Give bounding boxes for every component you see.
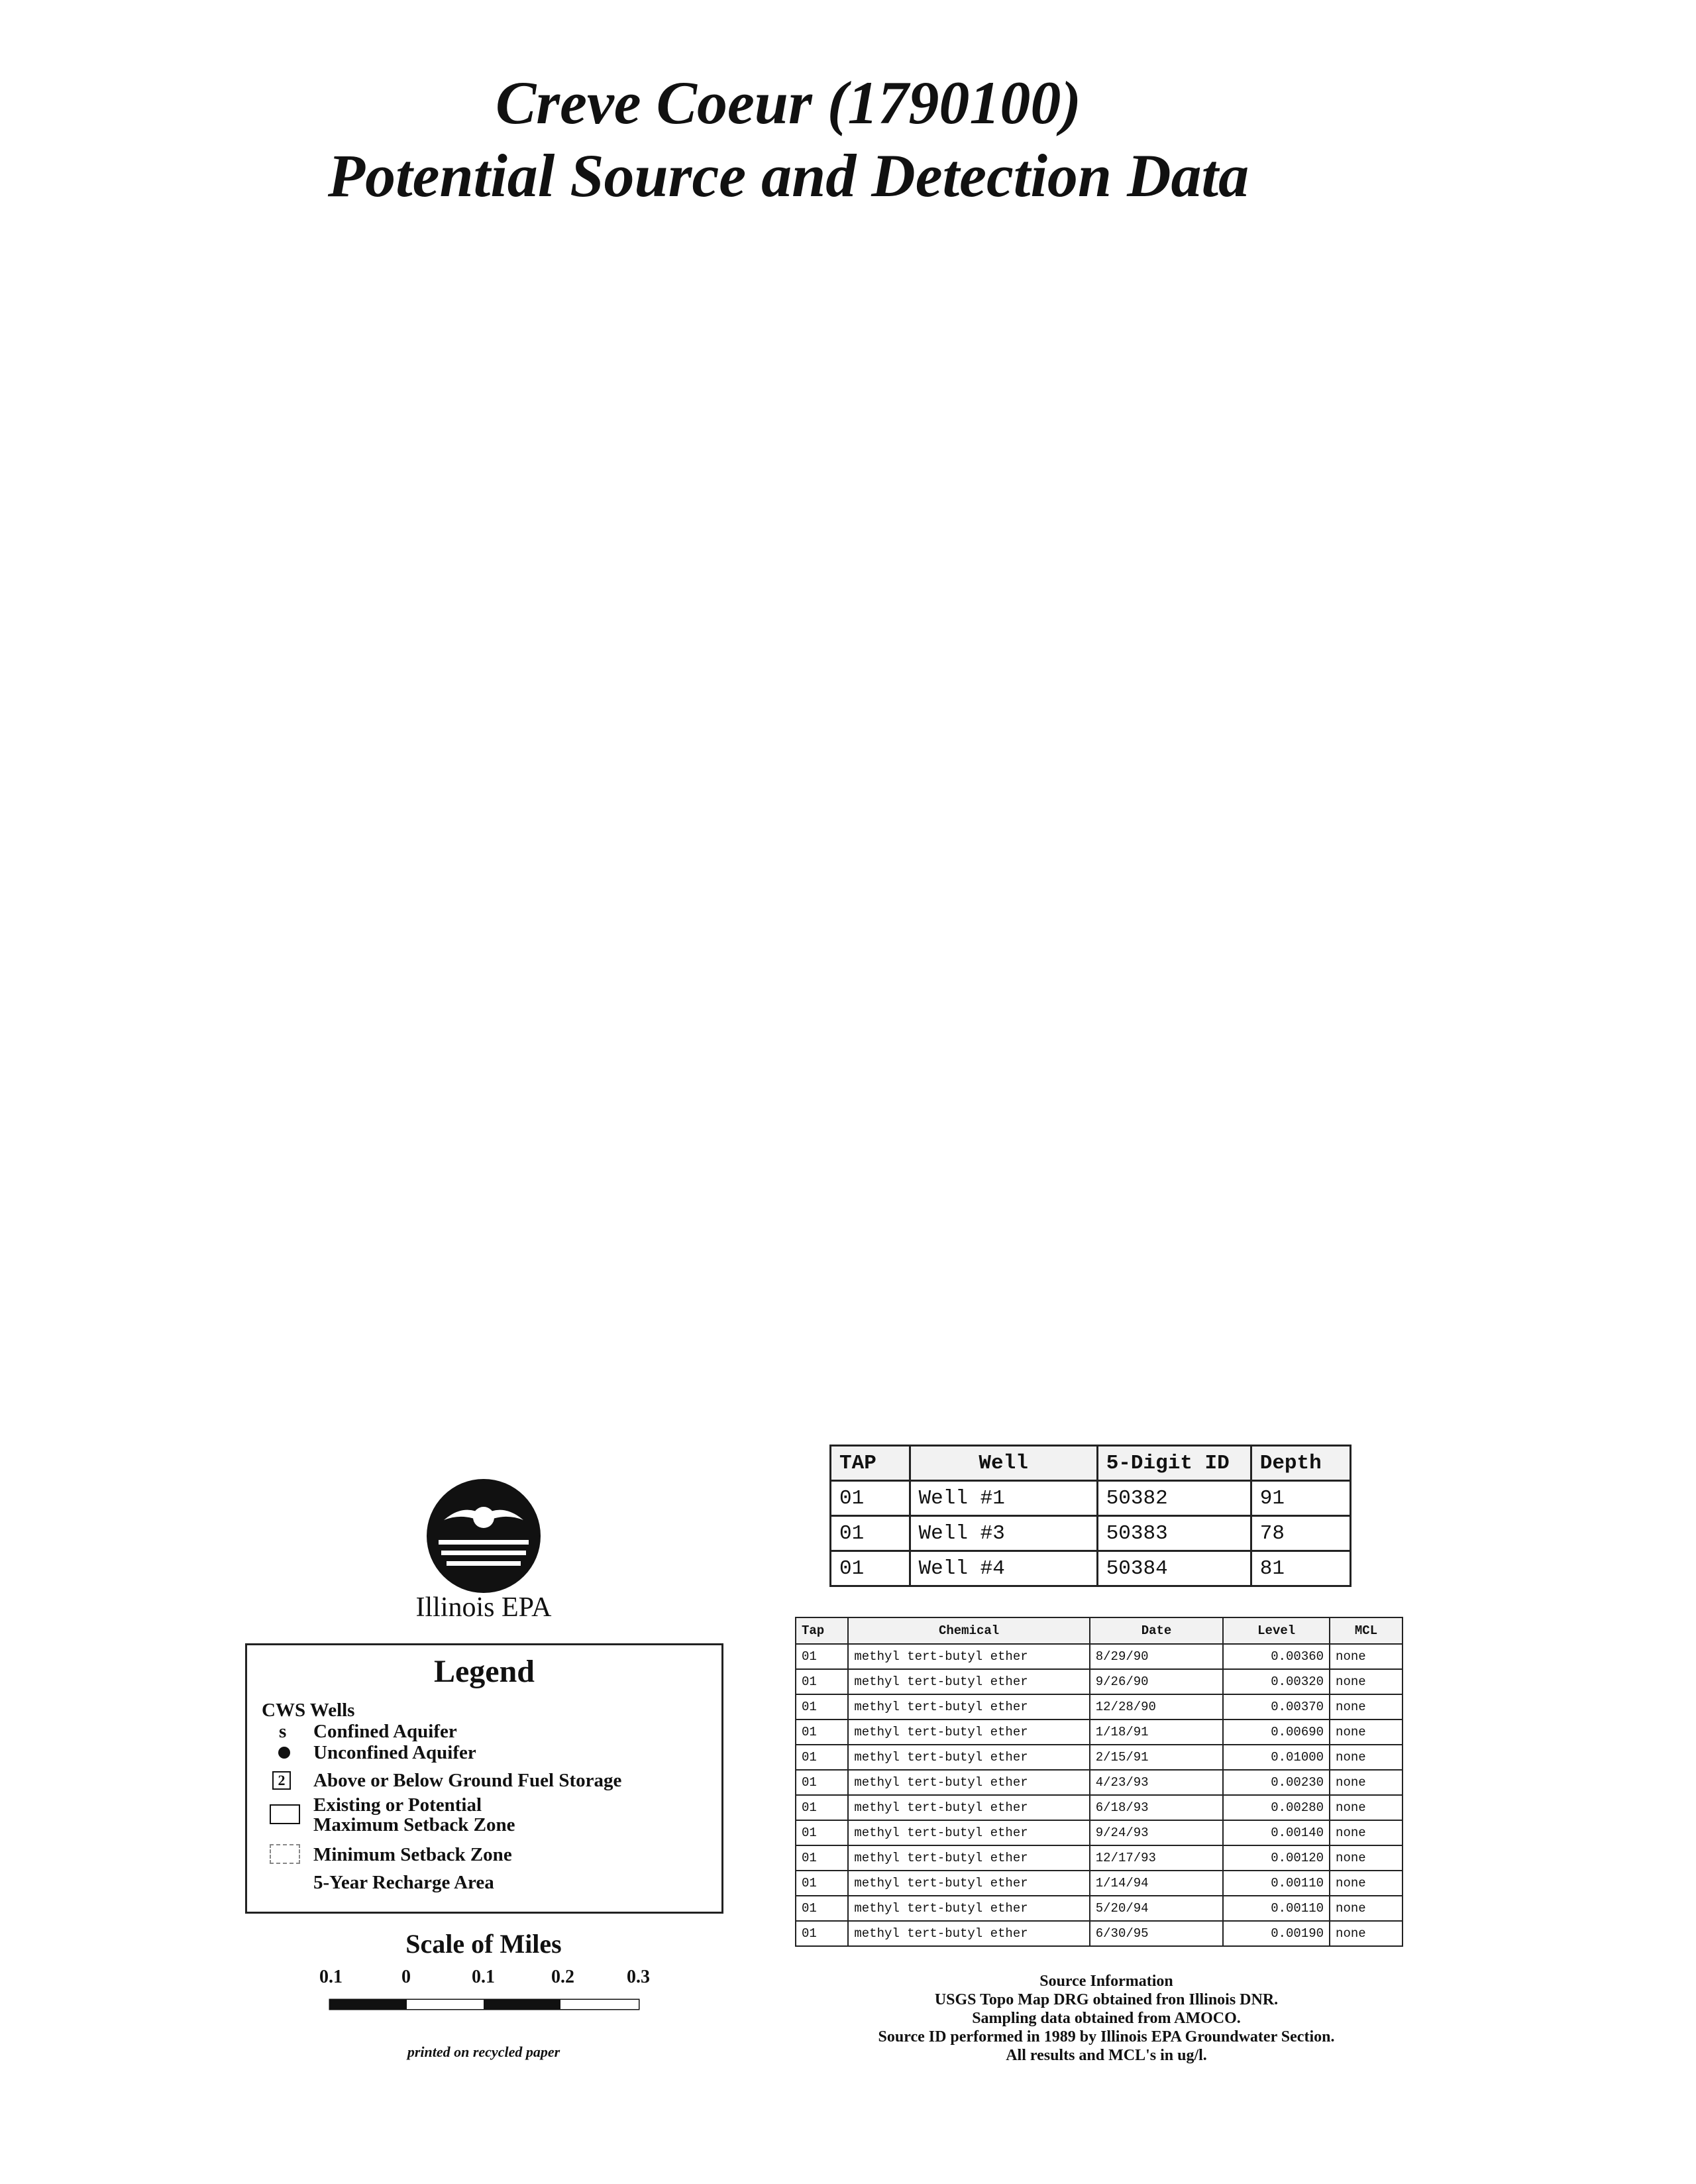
table-row: [796, 1845, 1403, 1871]
table-cell: 01: [831, 1516, 910, 1551]
table-cell: 78: [1251, 1516, 1350, 1551]
confined-aquifer-symbol: s: [279, 1721, 287, 1742]
fuel-storage-icon: 2: [272, 1771, 291, 1790]
table-cell: methyl tert-butyl ether: [848, 1845, 1089, 1871]
recycled-paper-note: printed on recycled paper: [407, 2044, 560, 2060]
title-line-2: Potential Source and Detection Data: [327, 142, 1249, 209]
table-cell: 01: [796, 1770, 848, 1795]
table-cell: 01: [796, 1795, 848, 1820]
table-cell: 01: [796, 1694, 848, 1720]
column-header: Chemical: [848, 1617, 1089, 1644]
source-line: All results and MCL's in ug/l.: [1006, 2047, 1207, 2064]
table-cell: 0.00110: [1223, 1896, 1330, 1921]
table-cell: 4/23/93: [1090, 1770, 1224, 1795]
table-row: [796, 1745, 1403, 1770]
table-cell: 50382: [1097, 1481, 1251, 1516]
table-cell: Well #1: [910, 1481, 1097, 1516]
table-cell: none: [1330, 1820, 1403, 1845]
column-header: 5-Digit ID: [1097, 1446, 1251, 1481]
filled-circle-icon: [276, 1745, 292, 1761]
scale-tick-label: 0.1: [319, 1967, 343, 1987]
table-cell: none: [1330, 1770, 1403, 1795]
table-row: [796, 1820, 1403, 1845]
table-cell: 2/15/91: [1090, 1745, 1224, 1770]
table-row: [796, 1720, 1403, 1745]
table-cell: 50384: [1097, 1551, 1251, 1586]
table-cell: Well #3: [910, 1516, 1097, 1551]
table-cell: none: [1330, 1896, 1403, 1921]
table-cell: 01: [796, 1644, 848, 1669]
table-cell: 1/14/94: [1090, 1871, 1224, 1896]
column-header: Level: [1223, 1617, 1330, 1644]
table-cell: 1/18/91: [1090, 1720, 1224, 1745]
table-cell: 0.00110: [1223, 1871, 1330, 1896]
table-cell: 01: [831, 1481, 910, 1516]
table-cell: 0.00140: [1223, 1820, 1330, 1845]
column-header: TAP: [831, 1446, 910, 1481]
table-cell: 01: [796, 1871, 848, 1896]
table-cell: none: [1330, 1921, 1403, 1946]
legend-item-fuel-storage: Above or Below Ground Fuel Storage: [313, 1770, 622, 1791]
table-cell: 01: [796, 1669, 848, 1694]
table-row: [796, 1694, 1403, 1720]
table-cell: Well #4: [910, 1551, 1097, 1586]
table-cell: methyl tert-butyl ether: [848, 1896, 1089, 1921]
legend-item-unconfined-aquifer: Unconfined Aquifer: [313, 1742, 476, 1763]
table-cell: 81: [1251, 1551, 1350, 1586]
table-cell: methyl tert-butyl ether: [848, 1921, 1089, 1946]
table-cell: methyl tert-butyl ether: [848, 1720, 1089, 1745]
table-cell: 9/26/90: [1090, 1669, 1224, 1694]
source-heading: Source Information: [1039, 1973, 1173, 1990]
table-cell: 0.00320: [1223, 1669, 1330, 1694]
table-row: [831, 1551, 1351, 1586]
legend-item-minimum-setback: Minimum Setback Zone: [313, 1844, 512, 1865]
legend-title: Legend: [433, 1654, 535, 1689]
square-outline-icon: [270, 1804, 300, 1824]
scale-tick-label: 0.3: [627, 1967, 650, 1987]
column-header: Tap: [796, 1617, 848, 1644]
table-row: [796, 1871, 1403, 1896]
table-cell: methyl tert-butyl ether: [848, 1871, 1089, 1896]
source-line: USGS Topo Map DRG obtained fron Illinois DNR.: [934, 1991, 1279, 2008]
table-cell: 01: [796, 1921, 848, 1946]
table-cell: 8/29/90: [1090, 1644, 1224, 1669]
wells-table: [829, 1445, 1352, 1587]
scale-tick-label: 0: [401, 1967, 411, 1987]
table-cell: 0.00360: [1223, 1644, 1330, 1669]
source-line: Source ID performed in 1989 by Illinois EPA Groundwater Section.: [878, 2028, 1335, 2046]
table-cell: 5/20/94: [1090, 1896, 1224, 1921]
table-cell: 0.00370: [1223, 1694, 1330, 1720]
table-cell: none: [1330, 1845, 1403, 1871]
detections-table: [795, 1617, 1403, 1947]
table-cell: 6/18/93: [1090, 1795, 1224, 1820]
table-cell: methyl tert-butyl ether: [848, 1795, 1089, 1820]
column-header: Depth: [1251, 1446, 1350, 1481]
table-cell: none: [1330, 1669, 1403, 1694]
table-cell: none: [1330, 1745, 1403, 1770]
table-row: [796, 1896, 1403, 1921]
table-header-row: [796, 1617, 1403, 1644]
scale-title: Scale of Miles: [405, 1929, 562, 1959]
table-cell: none: [1330, 1795, 1403, 1820]
table-cell: methyl tert-butyl ether: [848, 1669, 1089, 1694]
column-header: MCL: [1330, 1617, 1403, 1644]
table-cell: 01: [796, 1720, 848, 1745]
table-cell: 0.00190: [1223, 1921, 1330, 1946]
table-cell: 0.01000: [1223, 1745, 1330, 1770]
table-cell: 0.00690: [1223, 1720, 1330, 1745]
table-cell: methyl tert-butyl ether: [848, 1694, 1089, 1720]
scale-tick-label: 0.2: [551, 1967, 574, 1987]
table-cell: 01: [796, 1745, 848, 1770]
table-row: [796, 1921, 1403, 1946]
table-cell: 01: [796, 1896, 848, 1921]
table-cell: none: [1330, 1871, 1403, 1896]
legend-item-recharge-area: 5-Year Recharge Area: [313, 1872, 494, 1893]
legend-item-existing-potential: Existing or Potential: [313, 1794, 482, 1816]
dashed-square-icon: [270, 1844, 300, 1864]
table-cell: 01: [831, 1551, 910, 1586]
legend-item-maximum-setback: Maximum Setback Zone: [313, 1814, 515, 1835]
table-cell: methyl tert-butyl ether: [848, 1770, 1089, 1795]
table-cell: methyl tert-butyl ether: [848, 1644, 1089, 1669]
table-cell: none: [1330, 1694, 1403, 1720]
illinois-epa-logo: [424, 1476, 543, 1596]
table-cell: 6/30/95: [1090, 1921, 1224, 1946]
legend-group-heading: CWS Wells: [262, 1700, 355, 1721]
table-row: [796, 1669, 1403, 1694]
table-cell: 50383: [1097, 1516, 1251, 1551]
table-row: [796, 1644, 1403, 1669]
table-cell: none: [1330, 1720, 1403, 1745]
table-cell: 12/17/93: [1090, 1845, 1224, 1871]
table-row: [831, 1516, 1351, 1551]
source-information: [788, 1972, 1424, 2065]
map-legend: [245, 1643, 723, 1914]
source-line: Sampling data obtained from AMOCO.: [972, 2010, 1241, 2027]
agency-name: Illinois EPA: [415, 1592, 552, 1623]
table-cell: methyl tert-butyl ether: [848, 1820, 1089, 1845]
table-cell: 0.00120: [1223, 1845, 1330, 1871]
table-header-row: [831, 1446, 1351, 1481]
table-cell: 01: [796, 1820, 848, 1845]
table-cell: 0.00230: [1223, 1770, 1330, 1795]
page-title: [0, 66, 1577, 212]
table-cell: 9/24/93: [1090, 1820, 1224, 1845]
table-cell: 12/28/90: [1090, 1694, 1224, 1720]
legend-item-confined-aquifer: Confined Aquifer: [313, 1721, 457, 1742]
table-cell: methyl tert-butyl ether: [848, 1745, 1089, 1770]
scale-tick-label: 0.1: [472, 1967, 495, 1987]
column-header: Date: [1090, 1617, 1224, 1644]
table-cell: 0.00280: [1223, 1795, 1330, 1820]
scale-bar: [329, 1994, 640, 2014]
column-header: Well: [910, 1446, 1097, 1481]
table-row: [796, 1795, 1403, 1820]
table-row: [796, 1770, 1403, 1795]
table-cell: 91: [1251, 1481, 1350, 1516]
table-row: [831, 1481, 1351, 1516]
title-line-1: Creve Coeur (1790100): [495, 69, 1082, 136]
table-cell: 01: [796, 1845, 848, 1871]
table-cell: none: [1330, 1644, 1403, 1669]
